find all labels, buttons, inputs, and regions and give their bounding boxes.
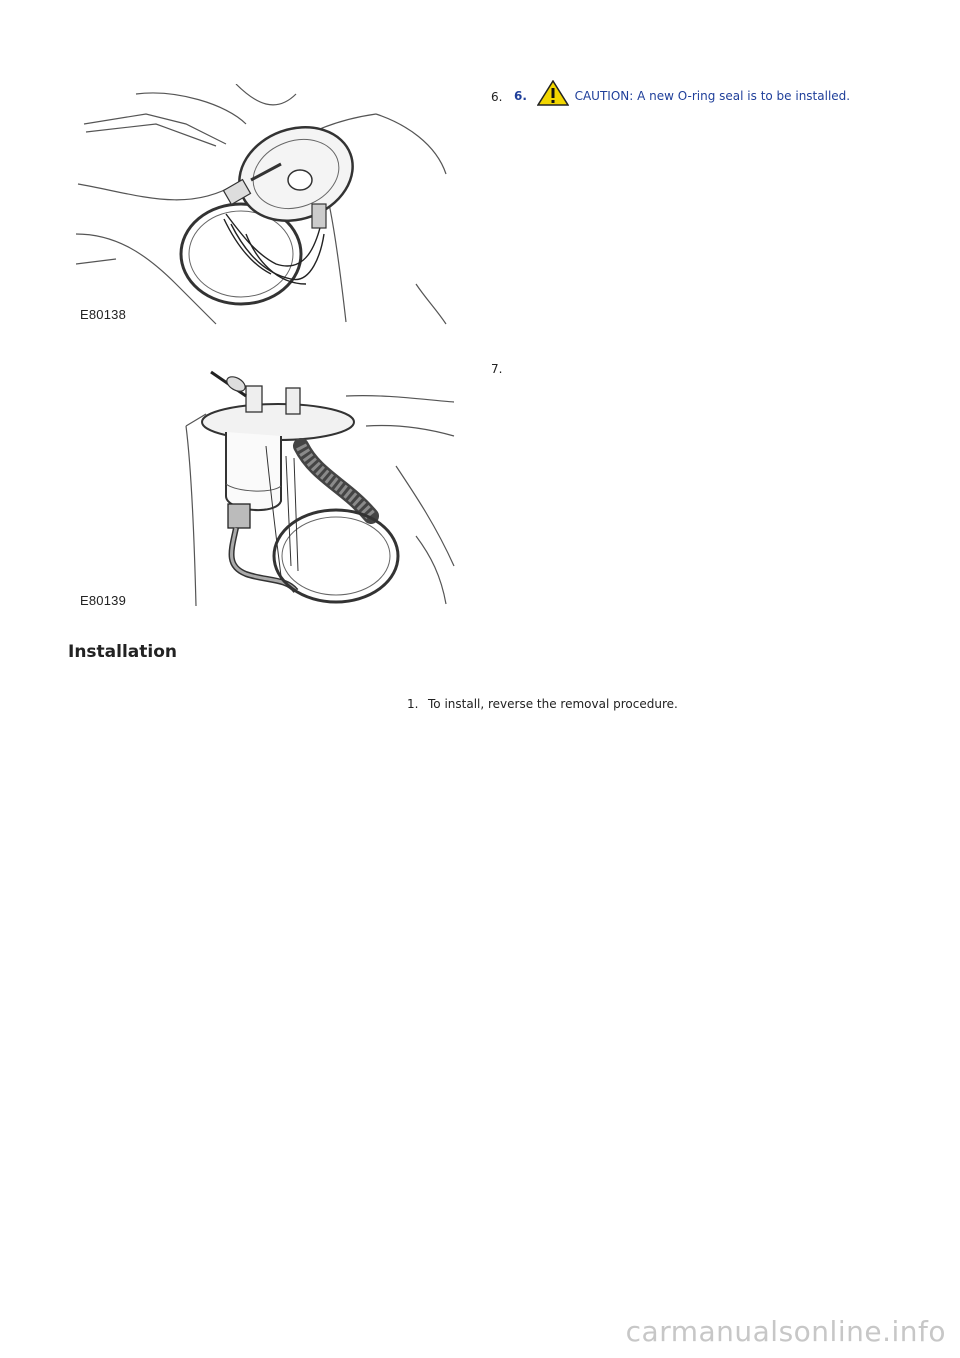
- step-number: 7.: [491, 362, 503, 376]
- caution-text: CAUTION: A new O-ring seal is to be installed.: [574, 89, 851, 103]
- figure-label: E80138: [80, 307, 127, 322]
- step-number: 6.: [491, 90, 503, 104]
- fuel-pump-removal-illustration: [76, 84, 458, 328]
- fuel-pump-module-illustration: [76, 366, 458, 608]
- step-inline-number: 6.: [514, 89, 527, 103]
- install-step-text: To install, reverse the removal procedure.: [428, 697, 678, 711]
- warning-triangle-icon: [537, 80, 569, 109]
- install-step-number: 1.: [407, 697, 419, 711]
- watermark: carmanualsonline.info: [625, 1315, 946, 1348]
- figure-e80138: [76, 84, 458, 328]
- figure-label: E80139: [80, 593, 127, 608]
- figure-e80139: [76, 366, 458, 608]
- section-heading: Installation: [68, 642, 178, 662]
- step-6-caution: [514, 80, 850, 109]
